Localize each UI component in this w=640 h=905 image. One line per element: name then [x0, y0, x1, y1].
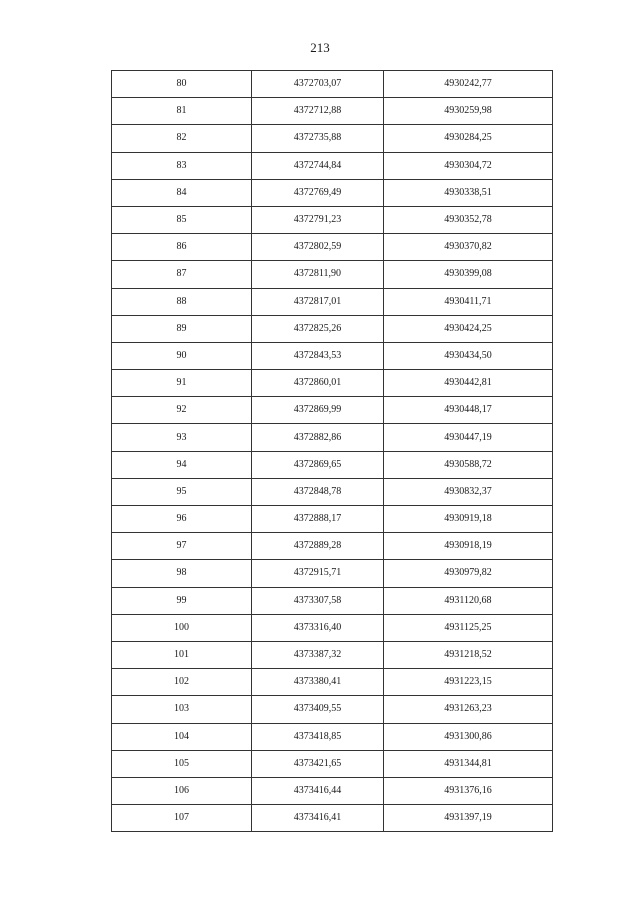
point-number-cell: 107: [112, 805, 252, 832]
table-row: [112, 560, 553, 587]
table-row: [112, 261, 553, 288]
y-coordinate-cell: 4930424,25: [384, 315, 553, 342]
x-coordinate-cell: 4372888,17: [252, 506, 384, 533]
point-number-cell: 103: [112, 696, 252, 723]
table-row: [112, 750, 553, 777]
y-coordinate-cell: 4930370,82: [384, 234, 553, 261]
y-coordinate-cell: 4930919,18: [384, 506, 553, 533]
table-row: [112, 71, 553, 98]
table-row: [112, 370, 553, 397]
y-coordinate-cell: 4930338,51: [384, 179, 553, 206]
table-row: [112, 723, 553, 750]
y-coordinate-cell: 4931125,25: [384, 614, 553, 641]
y-coordinate-cell: 4930399,08: [384, 261, 553, 288]
table-row: [112, 805, 553, 832]
x-coordinate-cell: 4372744,84: [252, 152, 384, 179]
point-number-cell: 95: [112, 478, 252, 505]
y-coordinate-cell: 4930411,71: [384, 288, 553, 315]
x-coordinate-cell: 4373316,40: [252, 614, 384, 641]
x-coordinate-cell: 4372843,53: [252, 342, 384, 369]
x-coordinate-cell: 4372703,07: [252, 71, 384, 98]
x-coordinate-cell: 4372860,01: [252, 370, 384, 397]
table-row: [112, 669, 553, 696]
table-row: [112, 614, 553, 641]
table-row: [112, 152, 553, 179]
y-coordinate-cell: 4931300,86: [384, 723, 553, 750]
point-number-cell: 92: [112, 397, 252, 424]
point-number-cell: 86: [112, 234, 252, 261]
x-coordinate-cell: 4372791,23: [252, 206, 384, 233]
y-coordinate-cell: 4930259,98: [384, 98, 553, 125]
point-number-cell: 91: [112, 370, 252, 397]
point-number-cell: 100: [112, 614, 252, 641]
point-number-cell: 84: [112, 179, 252, 206]
x-coordinate-cell: 4372811,90: [252, 261, 384, 288]
y-coordinate-cell: 4931344,81: [384, 750, 553, 777]
point-number-cell: 97: [112, 533, 252, 560]
y-coordinate-cell: 4931397,19: [384, 805, 553, 832]
x-coordinate-cell: 4373416,44: [252, 777, 384, 804]
point-number-cell: 104: [112, 723, 252, 750]
point-number-cell: 83: [112, 152, 252, 179]
y-coordinate-cell: 4930448,17: [384, 397, 553, 424]
x-coordinate-cell: 4372817,01: [252, 288, 384, 315]
x-coordinate-cell: 4372848,78: [252, 478, 384, 505]
table-row: [112, 478, 553, 505]
table-row: [112, 397, 553, 424]
y-coordinate-cell: 4930918,19: [384, 533, 553, 560]
x-coordinate-cell: 4372769,49: [252, 179, 384, 206]
x-coordinate-cell: 4373421,65: [252, 750, 384, 777]
x-coordinate-cell: 4373307,58: [252, 587, 384, 614]
point-number-cell: 94: [112, 451, 252, 478]
table-row: [112, 533, 553, 560]
point-number-cell: 82: [112, 125, 252, 152]
y-coordinate-cell: 4931120,68: [384, 587, 553, 614]
point-number-cell: 90: [112, 342, 252, 369]
page-number: 213: [310, 40, 330, 55]
coordinates-table-body: [112, 71, 553, 832]
table-row: [112, 587, 553, 614]
y-coordinate-cell: 4930242,77: [384, 71, 553, 98]
point-number-cell: 80: [112, 71, 252, 98]
y-coordinate-cell: 4930442,81: [384, 370, 553, 397]
x-coordinate-cell: 4373380,41: [252, 669, 384, 696]
y-coordinate-cell: 4931218,52: [384, 641, 553, 668]
table-row: [112, 206, 553, 233]
table-row: [112, 777, 553, 804]
table-row: [112, 451, 553, 478]
table-row: [112, 315, 553, 342]
point-number-cell: 93: [112, 424, 252, 451]
point-number-cell: 89: [112, 315, 252, 342]
point-number-cell: 105: [112, 750, 252, 777]
x-coordinate-cell: 4372802,59: [252, 234, 384, 261]
table-row: [112, 696, 553, 723]
y-coordinate-cell: 4930304,72: [384, 152, 553, 179]
table-row: [112, 288, 553, 315]
point-number-cell: 102: [112, 669, 252, 696]
table-row: [112, 125, 553, 152]
y-coordinate-cell: 4930447,19: [384, 424, 553, 451]
point-number-cell: 85: [112, 206, 252, 233]
y-coordinate-cell: 4930979,82: [384, 560, 553, 587]
y-coordinate-cell: 4930832,37: [384, 478, 553, 505]
y-coordinate-cell: 4930352,78: [384, 206, 553, 233]
y-coordinate-cell: 4930284,25: [384, 125, 553, 152]
table-row: [112, 641, 553, 668]
point-number-cell: 106: [112, 777, 252, 804]
point-number-cell: 96: [112, 506, 252, 533]
y-coordinate-cell: 4930434,50: [384, 342, 553, 369]
point-number-cell: 101: [112, 641, 252, 668]
x-coordinate-cell: 4372869,99: [252, 397, 384, 424]
table-row: [112, 506, 553, 533]
table-row: [112, 179, 553, 206]
table-row: [112, 98, 553, 125]
y-coordinate-cell: 4931223,15: [384, 669, 553, 696]
point-number-cell: 88: [112, 288, 252, 315]
y-coordinate-cell: 4931263,23: [384, 696, 553, 723]
x-coordinate-cell: 4373387,32: [252, 641, 384, 668]
table-row: [112, 234, 553, 261]
point-number-cell: 99: [112, 587, 252, 614]
x-coordinate-cell: 4373418,85: [252, 723, 384, 750]
point-number-cell: 81: [112, 98, 252, 125]
point-number-cell: 98: [112, 560, 252, 587]
x-coordinate-cell: 4372712,88: [252, 98, 384, 125]
y-coordinate-cell: 4930588,72: [384, 451, 553, 478]
coordinates-table: [111, 70, 553, 832]
x-coordinate-cell: 4372882,86: [252, 424, 384, 451]
x-coordinate-cell: 4373409,55: [252, 696, 384, 723]
x-coordinate-cell: 4372825,26: [252, 315, 384, 342]
y-coordinate-cell: 4931376,16: [384, 777, 553, 804]
x-coordinate-cell: 4372735,88: [252, 125, 384, 152]
table-row: [112, 424, 553, 451]
table-row: [112, 342, 553, 369]
x-coordinate-cell: 4372915,71: [252, 560, 384, 587]
point-number-cell: 87: [112, 261, 252, 288]
x-coordinate-cell: 4373416,41: [252, 805, 384, 832]
x-coordinate-cell: 4372869,65: [252, 451, 384, 478]
x-coordinate-cell: 4372889,28: [252, 533, 384, 560]
